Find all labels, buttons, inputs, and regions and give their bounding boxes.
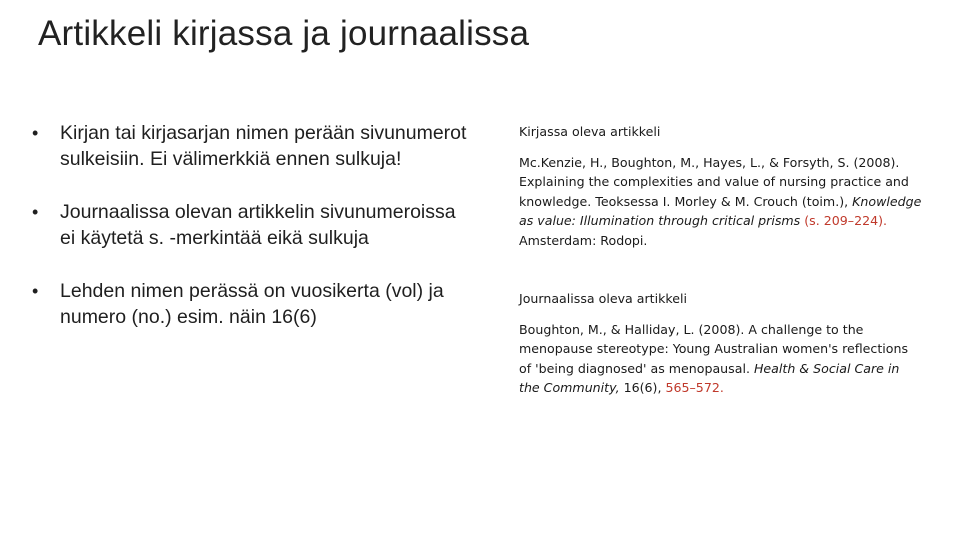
bullet-item	[30, 278, 470, 330]
book-article-heading: Kirjassa oleva artikkeli	[519, 124, 661, 139]
bullet-text: Journaalissa olevan artikkelin sivunumeroissa ei käytetä s. -merkintää eikä sulkuja	[60, 201, 456, 249]
reference-pages: (s. 209–224).	[804, 213, 888, 228]
slide-title: Artikkeli kirjassa ja journaalissa	[38, 14, 530, 53]
bullet-dot-icon: •	[32, 281, 39, 301]
reference-book-title: Knowledge as value: Illumination through critical prisms	[519, 193, 922, 228]
book-article-reference	[519, 153, 924, 251]
reference-text: Boughton, M., & Halliday, L. (2008). A challenge to the menopause stereotype: Young Australian women's reflections of 'being diagnosed' as menopausal.	[519, 321, 909, 376]
bullet-text: Lehden nimen perässä on vuosikerta (vol) ja numero (no.) esim. näin 16(6)	[60, 280, 444, 328]
bullet-dot-icon: •	[32, 202, 39, 222]
reference-examples	[519, 122, 924, 398]
journal-article-reference	[519, 320, 924, 398]
reference-publisher: Amsterdam: Rodopi.	[519, 232, 648, 248]
reference-volume: 16(6),	[619, 380, 666, 395]
bullet-text: Kirjan tai kirjasarjan nimen perään sivunumerot sulkeisiin. Ei välimerkkiä ennen sulkuja!	[60, 122, 467, 170]
journal-article-heading: Journaalissa oleva artikkeli	[519, 291, 687, 306]
reference-pages: 565–572.	[665, 380, 724, 395]
reference-journal-title: Health & Social Care in the Community,	[519, 360, 900, 395]
bullet-dot-icon: •	[32, 123, 39, 143]
bullet-list	[30, 120, 470, 330]
bullet-item	[30, 199, 470, 251]
bullet-item	[30, 120, 470, 172]
reference-text: Mc.Kenzie, H., Boughton, M., Hayes, L., & Forsyth, S. (2008). Explaining the complexities and value of nursing practice and knowledge. Teoksessa I. Morley & M. Crouch (toim.),	[519, 154, 909, 209]
